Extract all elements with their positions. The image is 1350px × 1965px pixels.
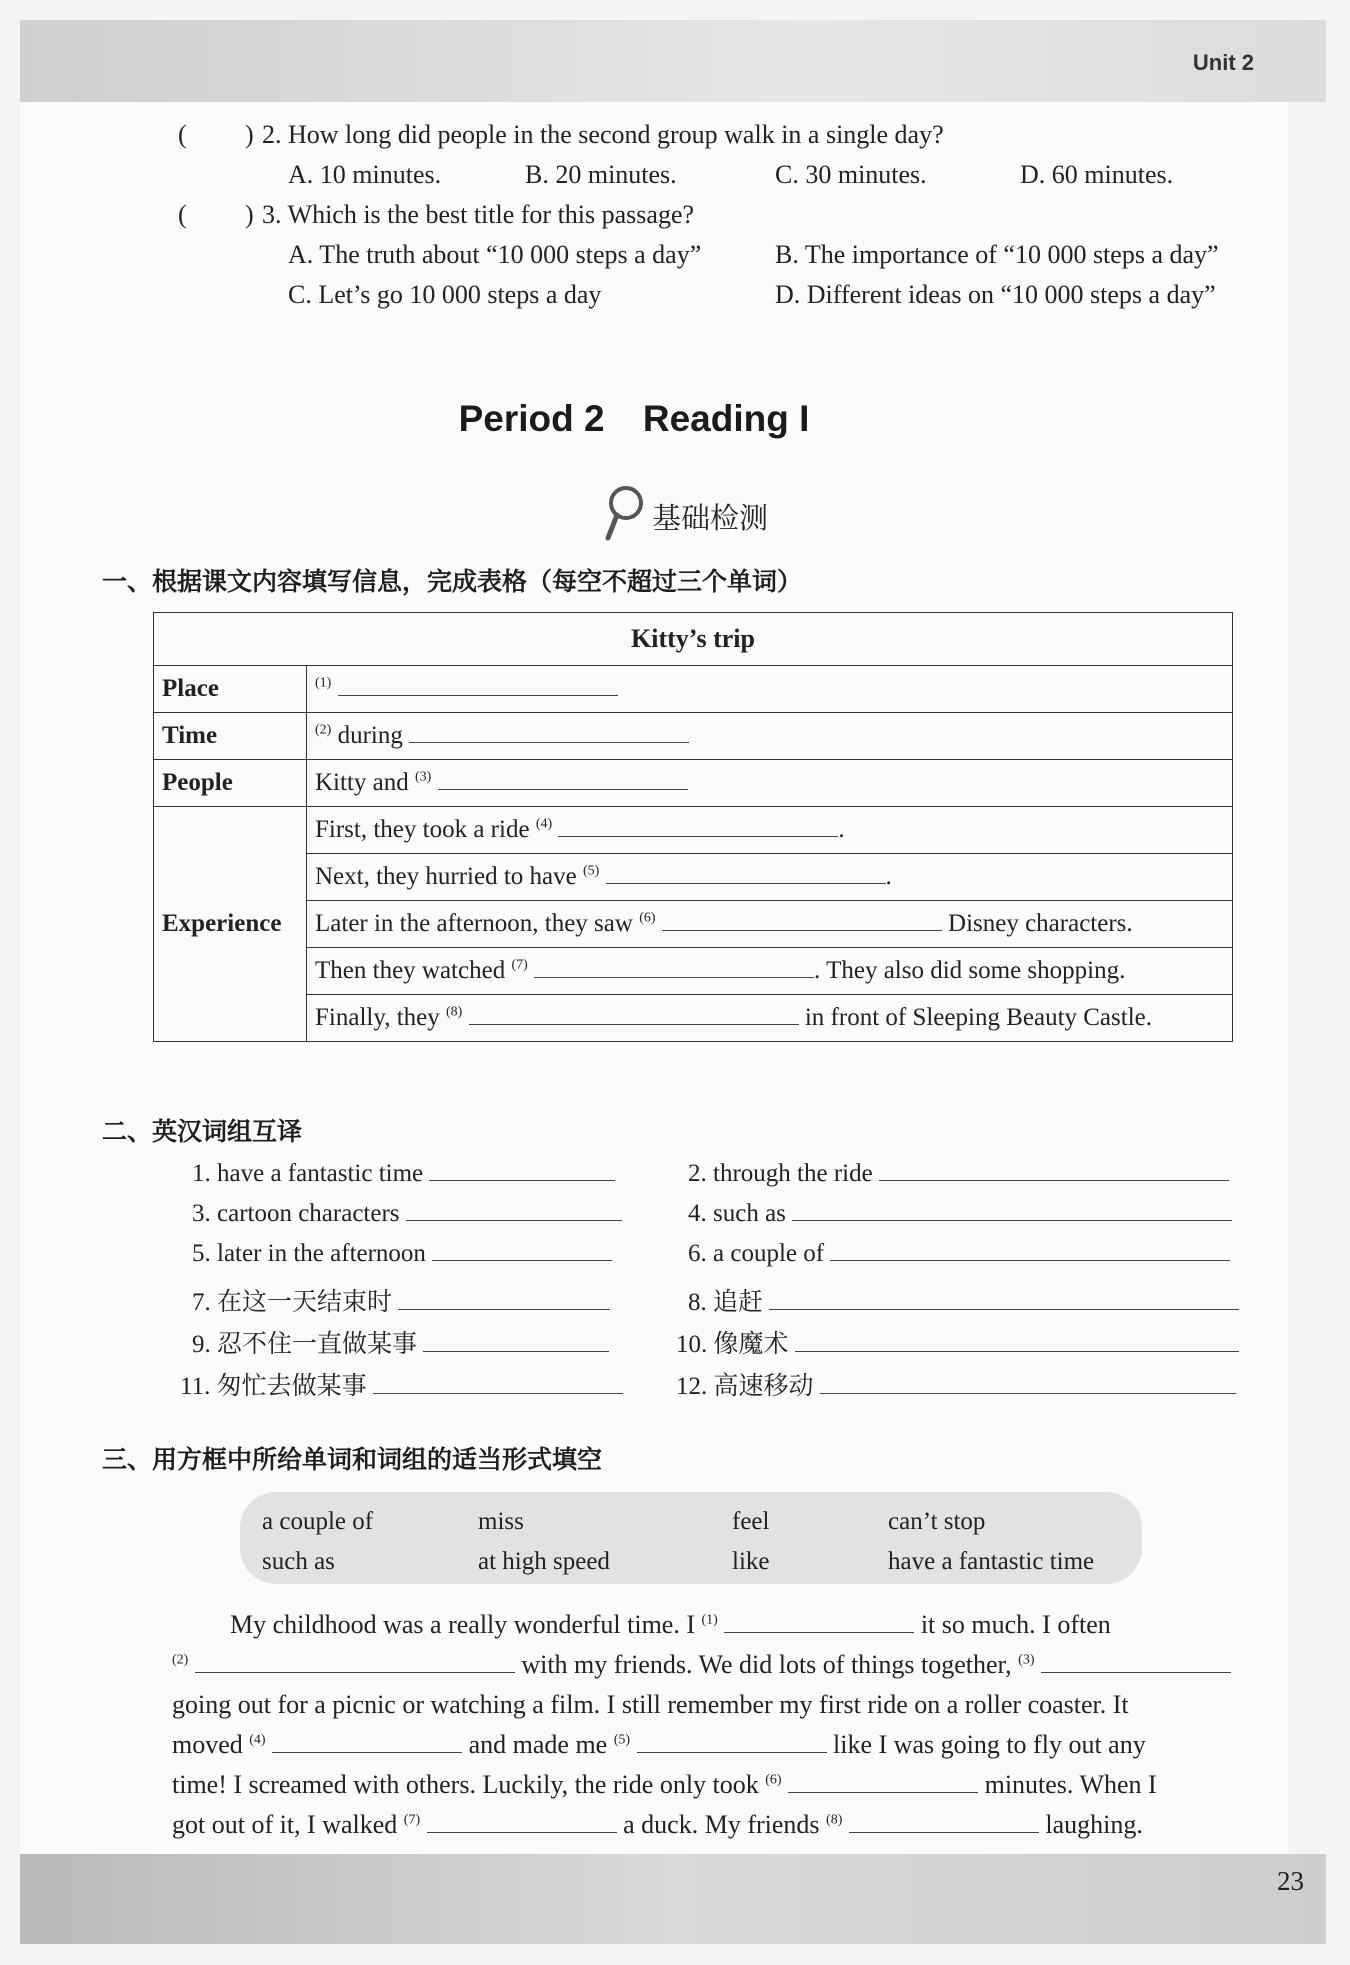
answer-paren-close: ) <box>245 120 254 149</box>
answer-blank[interactable] <box>830 1240 1230 1261</box>
answer-blank-6[interactable] <box>662 910 942 931</box>
box-word: miss <box>478 1508 524 1535</box>
answer-blank[interactable] <box>879 1160 1229 1181</box>
answer-paren-close: ) <box>245 200 254 229</box>
blank-number: (4) <box>535 816 553 832</box>
period-label: Period 2 <box>458 398 605 439</box>
blank-number: (2) <box>315 722 332 738</box>
row-text: First, they took a ride <box>315 816 530 843</box>
list-item: 11. 匆忙去做某事 <box>180 1366 623 1402</box>
answer-blank-7[interactable] <box>427 1812 617 1833</box>
answer-blank[interactable] <box>373 1373 623 1394</box>
answer-blank-3[interactable] <box>1041 1652 1231 1673</box>
answer-blank-4[interactable] <box>272 1732 462 1753</box>
table-row <box>154 807 1233 854</box>
basic-heading-text: 基础检测 <box>652 501 769 535</box>
box-word: like <box>732 1548 770 1575</box>
q3-option-b: B. The importance of “10 000 steps a day” <box>775 240 1219 269</box>
table-row <box>154 666 1233 713</box>
table-row <box>154 901 1233 948</box>
blank-number: (2) <box>172 1652 189 1668</box>
list-item: 12. 高速移动 <box>676 1366 1236 1402</box>
row-cell <box>307 807 1233 854</box>
row-text: during <box>337 722 403 749</box>
row-text: Then they watched <box>315 957 506 984</box>
passage-line-1: My childhood was a really wonderful time. I $^{(1)}$ it so much. I often <box>230 1610 1111 1639</box>
passage-line-5: time! I screamed with others. Luckily, the ride only took $^{(6)}$ minutes. When I <box>172 1770 1157 1799</box>
blank-number: (4) <box>249 1732 266 1748</box>
row-cell <box>307 948 1233 995</box>
row-label: People <box>154 760 307 807</box>
answer-blank[interactable] <box>820 1373 1236 1394</box>
table-row <box>154 713 1233 760</box>
answer-blank[interactable] <box>423 1331 609 1352</box>
row-cell <box>307 901 1233 948</box>
box-word: at high speed <box>478 1548 610 1575</box>
list-item: 10. 像魔术 <box>676 1324 1239 1360</box>
table-row <box>154 760 1233 807</box>
blank-number: (6) <box>639 910 656 926</box>
row-text: Next, they hurried to have <box>315 863 577 890</box>
row-text: Disney characters. <box>948 910 1133 937</box>
answer-blank[interactable] <box>429 1160 615 1181</box>
row-cell <box>307 666 1233 713</box>
q2-option-a: A. 10 minutes. <box>288 160 442 189</box>
row-text: Finally, they <box>315 1004 440 1031</box>
table-row <box>154 948 1233 995</box>
list-item: 7. 在这一天结束时 <box>192 1282 610 1318</box>
row-text: in front of Sleeping Beauty Castle. <box>804 1004 1152 1031</box>
q3-option-a: A. The truth about “10 000 steps a day” <box>288 240 702 269</box>
blank-number: (3) <box>1018 1652 1035 1668</box>
box-word: can’t stop <box>888 1508 986 1535</box>
passage-line-4: moved $^{(4)}$ and made me $^{(5)}$ like I was going to fly out any <box>172 1730 1146 1759</box>
page-title <box>0 398 1268 440</box>
box-word: have a fantastic time <box>888 1548 1095 1575</box>
answer-blank-1[interactable] <box>338 675 618 696</box>
row-text: . They also did some shopping. <box>814 957 1126 984</box>
blank-number: (1) <box>701 1612 718 1628</box>
answer-blank-3[interactable] <box>438 769 688 790</box>
list-item: 5. later in the afternoon <box>192 1240 612 1268</box>
blank-number: (3) <box>415 769 432 785</box>
blank-number: (1) <box>315 675 332 691</box>
row-text: . <box>885 863 892 890</box>
answer-blank[interactable] <box>795 1331 1239 1352</box>
row-text: . <box>838 816 845 843</box>
passage-line-6: got out of it, I walked $^{(7)}$ a duck. My friends $^{(8)}$ laughing. <box>172 1810 1143 1839</box>
list-item: 1. have a fantastic time <box>192 1160 615 1188</box>
row-cell <box>307 995 1233 1042</box>
blank-number: (7) <box>403 1812 421 1828</box>
box-word: feel <box>732 1508 770 1535</box>
question-2-stem: 2. How long did people in the second group walk in a single day? <box>262 120 944 149</box>
answer-blank-8[interactable] <box>469 1004 799 1025</box>
answer-blank-4[interactable] <box>558 816 838 837</box>
box-word: such as <box>262 1548 335 1575</box>
row-cell <box>307 760 1233 807</box>
answer-blank-8[interactable] <box>849 1812 1039 1833</box>
table-title: Kitty’s trip <box>154 613 1233 666</box>
section-2-title: 二、英汉词组互译 <box>102 1117 303 1146</box>
q2-option-b: B. 20 minutes. <box>525 160 677 189</box>
answer-blank[interactable] <box>398 1289 610 1310</box>
passage-line-2: $^{(2)}$ with my friends. We did lots of things together, $^{(3)}$ <box>172 1650 1231 1680</box>
page-number: 23 <box>1277 1866 1304 1896</box>
row-label: Time <box>154 713 307 760</box>
answer-blank-1[interactable] <box>724 1612 914 1633</box>
header-band <box>20 20 1326 102</box>
answer-paren-open: ( <box>178 200 187 229</box>
passage-line-3: going out for a picnic or watching a film. I still remember my first ride on a roller coaster. It <box>172 1690 1129 1719</box>
answer-blank[interactable] <box>406 1200 622 1221</box>
blank-number: (5) <box>582 863 600 879</box>
box-word: a couple of <box>262 1508 374 1535</box>
answer-paren-open: ( <box>178 120 187 149</box>
row-cell <box>307 854 1233 901</box>
list-item: 8. 追赶 <box>688 1282 1239 1318</box>
blank-number: (8) <box>826 1812 843 1828</box>
table-row <box>154 854 1233 901</box>
row-label: Place <box>154 666 307 713</box>
answer-blank[interactable] <box>432 1240 612 1261</box>
row-text: Kitty and <box>315 769 409 796</box>
answer-blank-2[interactable] <box>195 1652 515 1673</box>
answer-blank-2[interactable] <box>409 722 689 743</box>
q3-option-d: D. Different ideas on “10 000 steps a day” <box>775 280 1216 309</box>
list-item: 4. such as <box>688 1200 1232 1228</box>
section-1-title: 一、根据课文内容填写信息，完成表格（每空不超过三个单词） <box>102 567 803 596</box>
reading-label: Reading I <box>642 398 810 439</box>
blank-number: (7) <box>511 957 528 973</box>
answer-blank-7[interactable] <box>534 957 814 978</box>
question-3-stem: 3. Which is the best title for this passage? <box>262 200 695 229</box>
section-3-title: 三、用方框中所给单词和词组的适当形式填空 <box>102 1445 603 1474</box>
list-item: 2. through the ride <box>688 1160 1229 1188</box>
row-label: Experience <box>154 807 307 1042</box>
q2-option-d: D. 60 minutes. <box>1020 160 1174 189</box>
row-text: Later in the afternoon, they saw <box>315 910 633 937</box>
unit-label: Unit 2 <box>1192 50 1254 75</box>
list-item: 9. 忍不住一直做某事 <box>192 1324 609 1360</box>
magnifier-icon <box>602 484 648 549</box>
table-row <box>154 995 1233 1042</box>
answer-blank-5[interactable] <box>637 1732 827 1753</box>
basic-heading <box>652 496 768 537</box>
answer-blank-5[interactable] <box>606 863 886 884</box>
footer-band <box>20 1854 1326 1944</box>
list-item: 3. cartoon characters <box>192 1200 622 1228</box>
blank-number: (6) <box>765 1772 782 1788</box>
q2-option-c: C. 30 minutes. <box>775 160 927 189</box>
answer-blank[interactable] <box>792 1200 1232 1221</box>
blank-number: (5) <box>613 1732 631 1748</box>
answer-blank-6[interactable] <box>788 1772 978 1793</box>
q3-option-c: C. Let’s go 10 000 steps a day <box>288 280 602 309</box>
row-cell <box>307 713 1233 760</box>
kitty-trip-table <box>153 612 1233 1042</box>
blank-number: (8) <box>446 1004 463 1020</box>
answer-blank[interactable] <box>769 1289 1239 1310</box>
list-item: 6. a couple of <box>688 1240 1230 1268</box>
